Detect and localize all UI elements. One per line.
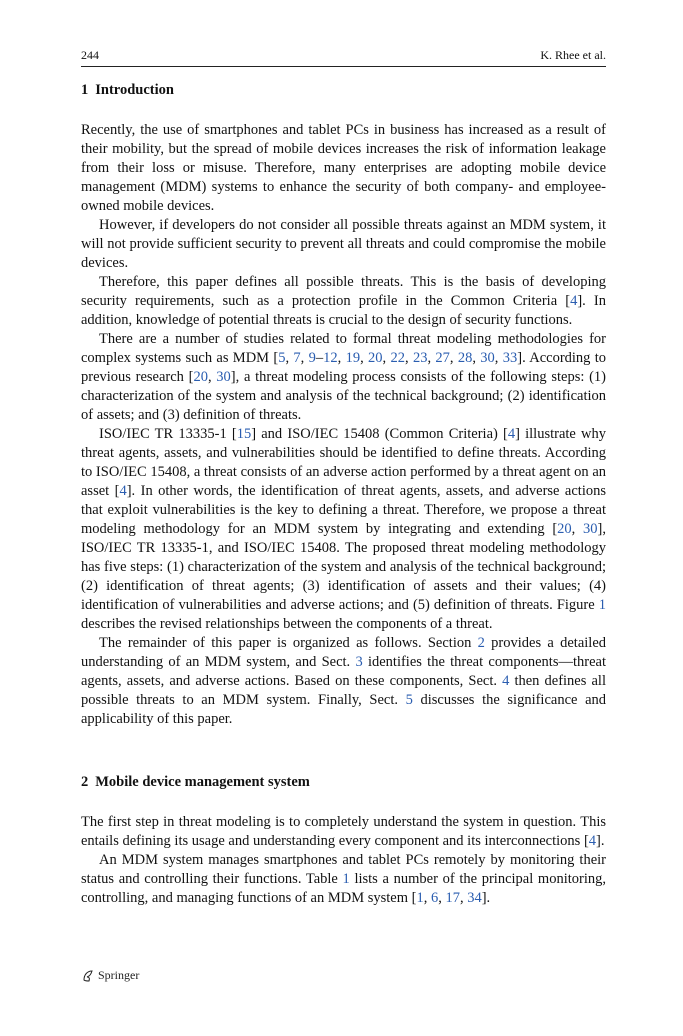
paragraph: [81, 121, 606, 216]
paragraph-text: ,: [207, 369, 217, 385]
reference-link[interactable]: 6: [430, 890, 439, 906]
paragraph: [81, 330, 606, 425]
reference-link[interactable]: 12: [323, 350, 338, 366]
paragraph-text: ,: [423, 890, 431, 906]
reference-link[interactable]: 17: [445, 890, 460, 906]
springer-logo-icon: [81, 969, 95, 983]
reference-link[interactable]: 1: [342, 871, 350, 887]
paragraph-text: provides a detailed understanding of an MDM system, and Sect.: [81, 635, 606, 670]
reference-link[interactable]: 4: [502, 673, 510, 689]
paragraph-text: ,: [571, 521, 584, 537]
section-body-mdm-system: [81, 813, 606, 908]
publisher-name: Springer: [98, 968, 140, 982]
reference-link[interactable]: 30: [583, 521, 598, 537]
section-body-introduction: [81, 121, 606, 729]
paragraph-text: ,: [337, 350, 346, 366]
reference-link[interactable]: 22: [390, 350, 405, 366]
paragraph: [81, 813, 606, 851]
page: [81, 48, 606, 908]
paragraph-text: ,: [494, 350, 503, 366]
paragraph-text: ,: [427, 350, 436, 366]
paragraph-text: ISO/IEC TR 13335-1 [: [99, 426, 237, 442]
paragraph-text: ,: [404, 350, 413, 366]
paragraph-text: –: [315, 350, 324, 366]
reference-link[interactable]: 20: [193, 369, 208, 385]
reference-link[interactable]: 4: [588, 833, 597, 849]
reference-link[interactable]: 34: [467, 890, 482, 906]
section-title: Mobile device management system: [95, 774, 310, 790]
paragraph-text: describes the revised relationships between the components of a threat.: [81, 616, 493, 632]
reference-link[interactable]: 33: [502, 350, 518, 366]
reference-link[interactable]: 5: [405, 692, 413, 708]
paragraph-text: ,: [360, 350, 369, 366]
paragraph-text: The first step in threat modeling is to completely understand the system in question. This entails defining its usage and understanding every component and its interconnections [: [81, 814, 606, 849]
reference-link[interactable]: 23: [412, 350, 428, 366]
paragraph-text: ], ISO/IEC TR 13335-1, and ISO/IEC 15408. The proposed threat modeling methodology has five steps: (1) characterization of the system and analysis of the technical background; (2) identification of threat agents; (3) identification of assets and their values; (4) identification of vulnerabilities and adverse actions; and (5) definition of threats. Figure: [81, 521, 606, 613]
paragraph-text: ,: [285, 350, 294, 366]
reference-link[interactable]: 30: [216, 369, 231, 385]
paragraph-text: ] illustrate why threat agents, assets, and vulnerabilities should be identified to define threats. According to ISO/IEC 15408, a threat consists of an adverse action performed by a threat agent on an asset [: [81, 426, 606, 499]
paragraph-text: However, if developers do not consider all possible threats against an MDM system, it will not provide sufficient security to prevent all threats and could compromise the mobile devices.: [81, 217, 606, 271]
paragraph-text: ,: [300, 350, 309, 366]
reference-link[interactable]: 3: [355, 654, 363, 670]
paragraph-text: ,: [459, 890, 468, 906]
paragraph-text: ,: [382, 350, 391, 366]
paragraph: [81, 273, 606, 330]
paragraph: [81, 851, 606, 908]
paragraph-text: then defines all possible threats to an MDM system. Finally, Sect.: [81, 673, 606, 708]
paragraph-text: Recently, the use of smartphones and tablet PCs in business has increased as a result of their mobility, but the spread of mobile devices increases the risk of information leakage from their loss or misuse. Therefore, many enterprises are adopting mobile device management (MDM) systems to enhance the security of both company- and employee-owned mobile devices.: [81, 122, 606, 214]
section-number: 1: [81, 82, 89, 98]
section-heading-introduction: [81, 81, 606, 99]
reference-link[interactable]: 4: [119, 483, 127, 499]
paragraph-text: ,: [449, 350, 458, 366]
paragraph-text: ]. According to previous research [: [81, 350, 607, 385]
section-heading-mdm-system: [81, 773, 606, 791]
reference-link[interactable]: 20: [557, 521, 572, 537]
paragraph-text: identifies the threat components—threat agents, assets, and adverse actions. Based on these components, Sect.: [81, 654, 606, 689]
running-authors: K. Rhee et al.: [540, 48, 606, 62]
page-number: 244: [81, 48, 99, 62]
reference-link[interactable]: 19: [345, 350, 361, 366]
paragraph-text: The remainder of this paper is organized as follows. Section: [99, 635, 478, 651]
paragraph-text: ,: [438, 890, 446, 906]
reference-link[interactable]: 4: [507, 426, 516, 442]
paragraph-text: lists a number of the principal monitoring, controlling, and managing functions of an MDM system [: [81, 871, 606, 906]
reference-link[interactable]: 28: [457, 350, 473, 366]
reference-link[interactable]: 1: [598, 597, 606, 613]
reference-link[interactable]: 7: [293, 350, 301, 366]
running-head: [81, 48, 606, 67]
paragraph: [81, 216, 606, 273]
reference-link[interactable]: 1: [416, 890, 424, 906]
paragraph-text: There are a number of studies related to formal threat modeling methodologies for complex systems such as MDM [: [81, 331, 606, 366]
paragraph-text: ,: [472, 350, 481, 366]
paragraph-text: ] and ISO/IEC 15408 (Common Criteria) [: [251, 426, 508, 442]
paragraph-text: An MDM system manages smartphones and tablet PCs remotely by monitoring their status and controlling their functions. Table: [81, 852, 606, 887]
paragraph-text: discusses the significance and applicability of this paper.: [81, 692, 606, 727]
reference-link[interactable]: 15: [236, 426, 252, 442]
reference-link[interactable]: 2: [477, 635, 485, 651]
reference-link[interactable]: 9: [308, 350, 316, 366]
reference-link[interactable]: 5: [278, 350, 286, 366]
paragraph: [81, 425, 606, 634]
paragraph-text: ]. In addition, knowledge of potential threats is crucial to the design of security functions.: [81, 293, 606, 328]
paragraph: [81, 634, 606, 729]
reference-link[interactable]: 20: [368, 350, 383, 366]
section-title: Introduction: [95, 82, 174, 98]
reference-link[interactable]: 4: [570, 293, 578, 309]
paragraph-text: Therefore, this paper defines all possible threats. This is the basis of developing security requirements, such as a protection profile in the Common Criteria [: [81, 274, 606, 309]
section-number: 2: [81, 774, 89, 790]
reference-link[interactable]: 27: [435, 350, 450, 366]
paragraph-text: ].: [481, 890, 491, 906]
publisher-footer: [81, 968, 139, 983]
paragraph-text: ]. In other words, the identification of threat agents, assets, and adverse actions that exploit vulnerabilities is the key to defining a threat. Therefore, we propose a threat modeling methodology for an MDM system by integrating and extending [: [81, 483, 606, 537]
reference-link[interactable]: 30: [480, 350, 495, 366]
paragraph-text: ].: [596, 833, 605, 849]
paragraph-text: ], a threat modeling process consists of the following steps: (1) characterization of the system and analysis of the technical background; (2) identification of assets; and (3) definition of threats.: [81, 369, 606, 423]
